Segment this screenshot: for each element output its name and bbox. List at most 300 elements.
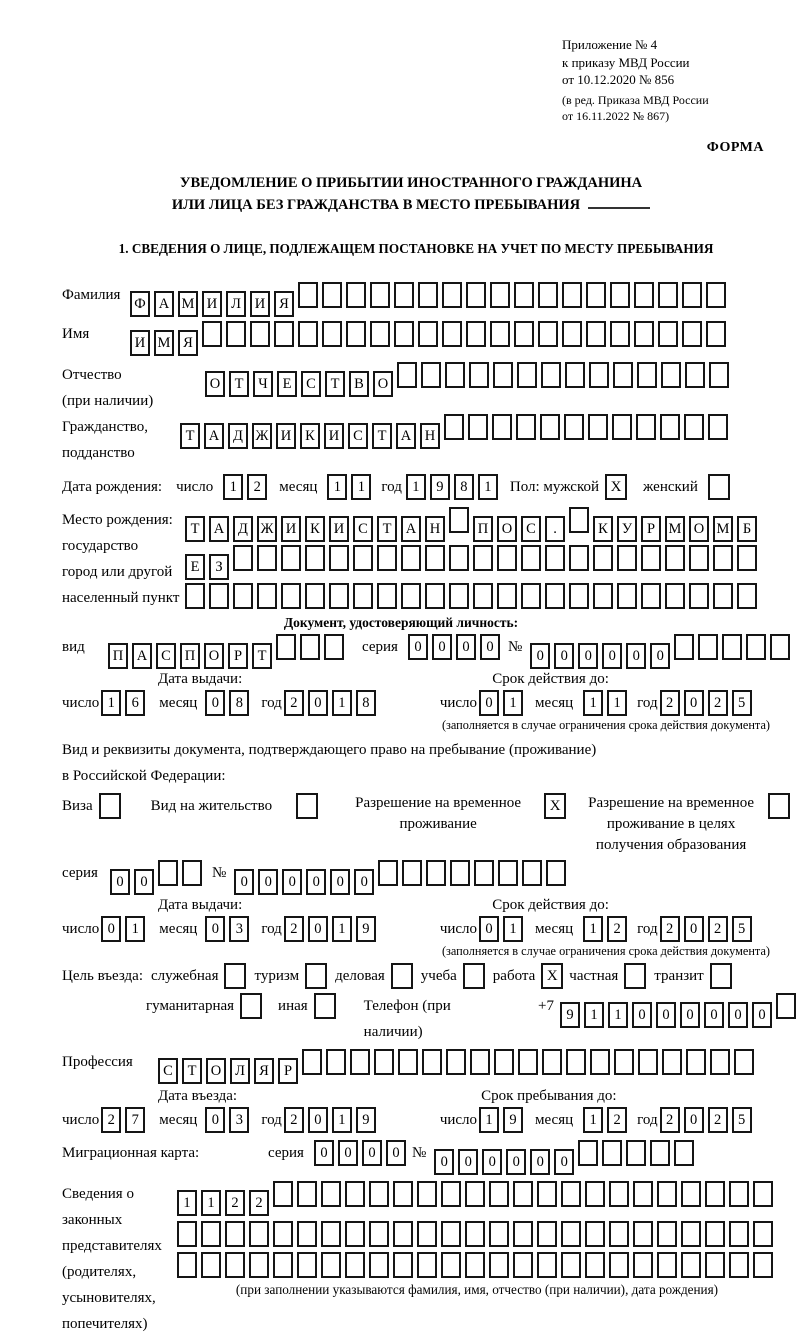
char-cell[interactable]	[350, 1049, 370, 1075]
purpose-transit-checkbox[interactable]	[710, 963, 732, 989]
char-cell[interactable]	[369, 1252, 389, 1278]
char-cell[interactable]	[637, 362, 657, 388]
char-cell[interactable]	[698, 634, 718, 660]
char-cell[interactable]: 0	[338, 1140, 358, 1166]
char-cell[interactable]	[776, 993, 796, 1019]
char-cell[interactable]	[589, 362, 609, 388]
char-cell[interactable]: 0	[479, 916, 499, 942]
char-cell[interactable]	[374, 1049, 394, 1075]
char-cell[interactable]: А	[401, 516, 421, 542]
char-cell[interactable]	[686, 1049, 706, 1075]
char-cell[interactable]: 0	[482, 1149, 502, 1175]
char-cell[interactable]	[612, 414, 632, 440]
char-cell[interactable]	[513, 1252, 533, 1278]
char-cell[interactable]: 0	[684, 1107, 704, 1133]
char-cell[interactable]	[633, 1181, 653, 1207]
char-cell[interactable]	[538, 321, 558, 347]
char-cell[interactable]	[182, 860, 202, 886]
char-cell[interactable]	[369, 1181, 389, 1207]
char-cell[interactable]: 1	[177, 1190, 197, 1216]
char-cell[interactable]: А	[209, 516, 229, 542]
char-cell[interactable]	[713, 545, 733, 571]
char-cell[interactable]: 2	[607, 916, 627, 942]
char-cell[interactable]	[474, 860, 494, 886]
char-cell[interactable]: 0	[578, 643, 598, 669]
char-cell[interactable]	[370, 321, 390, 347]
char-cell[interactable]: 0	[205, 1107, 225, 1133]
char-cell[interactable]	[345, 1181, 365, 1207]
char-cell[interactable]	[542, 1049, 562, 1075]
char-cell[interactable]: 0	[314, 1140, 334, 1166]
purpose-private-checkbox[interactable]	[624, 963, 646, 989]
char-cell[interactable]	[641, 583, 661, 609]
char-cell[interactable]: Р	[278, 1058, 298, 1084]
char-cell[interactable]	[489, 1181, 509, 1207]
char-cell[interactable]	[442, 321, 462, 347]
char-cell[interactable]: 6	[125, 690, 145, 716]
char-cell[interactable]: 2	[101, 1107, 121, 1133]
char-cell[interactable]	[498, 860, 518, 886]
char-cell[interactable]	[566, 1049, 586, 1075]
char-cell[interactable]: 1	[583, 690, 603, 716]
char-cell[interactable]: 2	[284, 690, 304, 716]
char-cell[interactable]	[202, 321, 222, 347]
purpose-humanitarian-checkbox[interactable]	[240, 993, 262, 1019]
temp-residence-education-checkbox[interactable]	[768, 793, 790, 819]
char-cell[interactable]	[449, 507, 469, 533]
char-cell[interactable]: 0	[626, 643, 646, 669]
char-cell[interactable]: 1	[479, 1107, 499, 1133]
char-cell[interactable]: 0	[684, 690, 704, 716]
char-cell[interactable]: 0	[308, 916, 328, 942]
char-cell[interactable]	[497, 583, 517, 609]
char-cell[interactable]: Т	[229, 371, 249, 397]
char-cell[interactable]	[636, 414, 656, 440]
char-cell[interactable]	[493, 362, 513, 388]
char-cell[interactable]: 0	[479, 690, 499, 716]
char-cell[interactable]	[514, 321, 534, 347]
char-cell[interactable]: О	[373, 371, 393, 397]
char-cell[interactable]: 1	[351, 474, 371, 500]
char-cell[interactable]	[665, 545, 685, 571]
char-cell[interactable]	[561, 1252, 581, 1278]
char-cell[interactable]	[249, 1252, 269, 1278]
char-cell[interactable]: П	[180, 643, 200, 669]
char-cell[interactable]	[650, 1140, 670, 1166]
char-cell[interactable]: 1	[607, 690, 627, 716]
char-cell[interactable]	[492, 414, 512, 440]
char-cell[interactable]	[298, 321, 318, 347]
char-cell[interactable]: А	[396, 423, 416, 449]
char-cell[interactable]: Л	[226, 291, 246, 317]
char-cell[interactable]: 3	[229, 1107, 249, 1133]
char-cell[interactable]: 1	[583, 916, 603, 942]
char-cell[interactable]: Е	[277, 371, 297, 397]
char-cell[interactable]: 0	[530, 1149, 550, 1175]
char-cell[interactable]: С	[301, 371, 321, 397]
char-cell[interactable]	[706, 321, 726, 347]
char-cell[interactable]: П	[108, 643, 128, 669]
char-cell[interactable]	[297, 1181, 317, 1207]
char-cell[interactable]: 3	[229, 916, 249, 942]
char-cell[interactable]: Д	[228, 423, 248, 449]
char-cell[interactable]	[449, 545, 469, 571]
char-cell[interactable]: 0	[205, 916, 225, 942]
char-cell[interactable]: И	[250, 291, 270, 317]
char-cell[interactable]	[569, 545, 589, 571]
char-cell[interactable]	[321, 1252, 341, 1278]
char-cell[interactable]	[425, 545, 445, 571]
char-cell[interactable]	[490, 321, 510, 347]
char-cell[interactable]: 0	[234, 869, 254, 895]
char-cell[interactable]	[398, 1049, 418, 1075]
char-cell[interactable]	[446, 1049, 466, 1075]
char-cell[interactable]	[466, 282, 486, 308]
char-cell[interactable]: 0	[205, 690, 225, 716]
char-cell[interactable]	[466, 321, 486, 347]
char-cell[interactable]	[638, 1049, 658, 1075]
char-cell[interactable]: 9	[503, 1107, 523, 1133]
char-cell[interactable]: 0	[110, 869, 130, 895]
char-cell[interactable]: 0	[684, 916, 704, 942]
char-cell[interactable]	[634, 282, 654, 308]
char-cell[interactable]: 8	[356, 690, 376, 716]
char-cell[interactable]: Т	[180, 423, 200, 449]
char-cell[interactable]	[633, 1252, 653, 1278]
char-cell[interactable]	[421, 362, 441, 388]
char-cell[interactable]	[586, 282, 606, 308]
char-cell[interactable]	[617, 583, 637, 609]
char-cell[interactable]	[658, 321, 678, 347]
char-cell[interactable]: 0	[704, 1002, 724, 1028]
char-cell[interactable]	[729, 1252, 749, 1278]
char-cell[interactable]	[281, 545, 301, 571]
char-cell[interactable]	[305, 545, 325, 571]
char-cell[interactable]	[565, 362, 585, 388]
char-cell[interactable]	[753, 1221, 773, 1247]
char-cell[interactable]	[185, 583, 205, 609]
char-cell[interactable]: Я	[178, 330, 198, 356]
visa-checkbox[interactable]	[99, 793, 121, 819]
char-cell[interactable]: 0	[458, 1149, 478, 1175]
char-cell[interactable]	[394, 321, 414, 347]
char-cell[interactable]	[665, 583, 685, 609]
residence-permit-checkbox[interactable]	[296, 793, 318, 819]
char-cell[interactable]	[657, 1221, 677, 1247]
char-cell[interactable]	[661, 362, 681, 388]
char-cell[interactable]	[418, 321, 438, 347]
char-cell[interactable]	[469, 362, 489, 388]
char-cell[interactable]: 0	[258, 869, 278, 895]
char-cell[interactable]: Ж	[252, 423, 272, 449]
char-cell[interactable]: 0	[330, 869, 350, 895]
char-cell[interactable]	[450, 860, 470, 886]
char-cell[interactable]	[441, 1221, 461, 1247]
char-cell[interactable]	[540, 414, 560, 440]
char-cell[interactable]: 0	[650, 643, 670, 669]
char-cell[interactable]	[257, 583, 277, 609]
char-cell[interactable]	[177, 1252, 197, 1278]
char-cell[interactable]	[537, 1181, 557, 1207]
char-cell[interactable]	[158, 860, 178, 886]
char-cell[interactable]	[497, 545, 517, 571]
char-cell[interactable]: 1	[478, 474, 498, 500]
char-cell[interactable]	[417, 1221, 437, 1247]
char-cell[interactable]: 2	[708, 1107, 728, 1133]
char-cell[interactable]	[276, 634, 296, 660]
char-cell[interactable]: О	[205, 371, 225, 397]
char-cell[interactable]	[705, 1181, 725, 1207]
purpose-other-checkbox[interactable]	[314, 993, 336, 1019]
char-cell[interactable]	[729, 1181, 749, 1207]
char-cell[interactable]	[465, 1221, 485, 1247]
char-cell[interactable]	[441, 1252, 461, 1278]
char-cell[interactable]: А	[132, 643, 152, 669]
char-cell[interactable]: К	[300, 423, 320, 449]
char-cell[interactable]: 1	[332, 916, 352, 942]
char-cell[interactable]	[377, 545, 397, 571]
char-cell[interactable]: 1	[125, 916, 145, 942]
char-cell[interactable]	[521, 583, 541, 609]
purpose-work-checkbox[interactable]: X	[541, 963, 563, 989]
char-cell[interactable]	[613, 362, 633, 388]
char-cell[interactable]	[590, 1049, 610, 1075]
char-cell[interactable]: 1	[223, 474, 243, 500]
char-cell[interactable]	[233, 545, 253, 571]
char-cell[interactable]: 0	[656, 1002, 676, 1028]
char-cell[interactable]	[465, 1181, 485, 1207]
char-cell[interactable]	[537, 1221, 557, 1247]
char-cell[interactable]	[417, 1181, 437, 1207]
char-cell[interactable]	[541, 362, 561, 388]
char-cell[interactable]	[609, 1181, 629, 1207]
char-cell[interactable]	[681, 1221, 701, 1247]
char-cell[interactable]: .	[545, 516, 565, 542]
char-cell[interactable]	[441, 1181, 461, 1207]
char-cell[interactable]: Ф	[130, 291, 150, 317]
purpose-commercial-checkbox[interactable]	[391, 963, 413, 989]
char-cell[interactable]	[470, 1049, 490, 1075]
char-cell[interactable]	[516, 414, 536, 440]
char-cell[interactable]: 9	[356, 1107, 376, 1133]
char-cell[interactable]	[561, 1221, 581, 1247]
char-cell[interactable]: 0	[602, 643, 622, 669]
char-cell[interactable]	[281, 583, 301, 609]
char-cell[interactable]: 0	[680, 1002, 700, 1028]
char-cell[interactable]	[225, 1221, 245, 1247]
char-cell[interactable]: 0	[354, 869, 374, 895]
char-cell[interactable]	[770, 634, 790, 660]
char-cell[interactable]	[546, 860, 566, 886]
char-cell[interactable]	[489, 1252, 509, 1278]
char-cell[interactable]: 0	[480, 634, 500, 660]
char-cell[interactable]	[449, 583, 469, 609]
char-cell[interactable]	[634, 321, 654, 347]
purpose-tourism-checkbox[interactable]	[305, 963, 327, 989]
char-cell[interactable]	[753, 1181, 773, 1207]
char-cell[interactable]	[273, 1181, 293, 1207]
char-cell[interactable]	[586, 321, 606, 347]
char-cell[interactable]: 0	[728, 1002, 748, 1028]
char-cell[interactable]	[538, 282, 558, 308]
char-cell[interactable]	[674, 634, 694, 660]
char-cell[interactable]	[513, 1221, 533, 1247]
char-cell[interactable]	[473, 583, 493, 609]
char-cell[interactable]: 2	[660, 1107, 680, 1133]
char-cell[interactable]: 5	[732, 1107, 752, 1133]
char-cell[interactable]	[593, 545, 613, 571]
char-cell[interactable]	[402, 860, 422, 886]
char-cell[interactable]	[326, 1049, 346, 1075]
char-cell[interactable]: Т	[185, 516, 205, 542]
char-cell[interactable]: 9	[430, 474, 450, 500]
char-cell[interactable]: Я	[254, 1058, 274, 1084]
char-cell[interactable]	[417, 1252, 437, 1278]
char-cell[interactable]	[378, 860, 398, 886]
char-cell[interactable]	[494, 1049, 514, 1075]
char-cell[interactable]	[353, 545, 373, 571]
char-cell[interactable]: И	[202, 291, 222, 317]
char-cell[interactable]: А	[154, 291, 174, 317]
char-cell[interactable]: 1	[584, 1002, 604, 1028]
char-cell[interactable]: 0	[134, 869, 154, 895]
char-cell[interactable]: 0	[408, 634, 428, 660]
char-cell[interactable]	[588, 414, 608, 440]
char-cell[interactable]: Т	[372, 423, 392, 449]
char-cell[interactable]	[545, 583, 565, 609]
char-cell[interactable]	[685, 362, 705, 388]
char-cell[interactable]	[662, 1049, 682, 1075]
char-cell[interactable]: Б	[737, 516, 757, 542]
char-cell[interactable]	[626, 1140, 646, 1166]
char-cell[interactable]: И	[130, 330, 150, 356]
char-cell[interactable]: 7	[125, 1107, 145, 1133]
char-cell[interactable]	[753, 1252, 773, 1278]
char-cell[interactable]	[657, 1252, 677, 1278]
char-cell[interactable]: 1	[406, 474, 426, 500]
char-cell[interactable]	[729, 1221, 749, 1247]
char-cell[interactable]	[545, 545, 565, 571]
char-cell[interactable]	[609, 1252, 629, 1278]
char-cell[interactable]	[250, 321, 270, 347]
char-cell[interactable]	[397, 362, 417, 388]
char-cell[interactable]	[578, 1140, 598, 1166]
char-cell[interactable]	[393, 1181, 413, 1207]
char-cell[interactable]: О	[206, 1058, 226, 1084]
char-cell[interactable]	[689, 545, 709, 571]
char-cell[interactable]: 2	[708, 916, 728, 942]
char-cell[interactable]	[564, 414, 584, 440]
char-cell[interactable]: 9	[560, 1002, 580, 1028]
char-cell[interactable]	[226, 321, 246, 347]
char-cell[interactable]: 2	[284, 1107, 304, 1133]
char-cell[interactable]	[585, 1252, 605, 1278]
char-cell[interactable]: И	[329, 516, 349, 542]
male-checkbox[interactable]: X	[605, 474, 627, 500]
char-cell[interactable]	[517, 362, 537, 388]
char-cell[interactable]: Р	[228, 643, 248, 669]
char-cell[interactable]: 2	[249, 1190, 269, 1216]
char-cell[interactable]	[345, 1252, 365, 1278]
char-cell[interactable]	[297, 1221, 317, 1247]
char-cell[interactable]	[537, 1252, 557, 1278]
char-cell[interactable]: 2	[225, 1190, 245, 1216]
char-cell[interactable]: О	[497, 516, 517, 542]
char-cell[interactable]	[209, 583, 229, 609]
char-cell[interactable]	[657, 1181, 677, 1207]
char-cell[interactable]: И	[281, 516, 301, 542]
char-cell[interactable]: С	[156, 643, 176, 669]
char-cell[interactable]: 1	[503, 690, 523, 716]
char-cell[interactable]: А	[204, 423, 224, 449]
char-cell[interactable]: 0	[282, 869, 302, 895]
female-checkbox[interactable]	[708, 474, 730, 500]
char-cell[interactable]	[273, 1252, 293, 1278]
char-cell[interactable]	[710, 1049, 730, 1075]
char-cell[interactable]	[689, 583, 709, 609]
char-cell[interactable]	[177, 1221, 197, 1247]
char-cell[interactable]	[681, 1181, 701, 1207]
char-cell[interactable]: У	[617, 516, 637, 542]
char-cell[interactable]	[473, 545, 493, 571]
char-cell[interactable]: С	[348, 423, 368, 449]
char-cell[interactable]	[561, 1181, 581, 1207]
char-cell[interactable]	[298, 282, 318, 308]
char-cell[interactable]	[569, 507, 589, 533]
char-cell[interactable]	[660, 414, 680, 440]
char-cell[interactable]	[346, 321, 366, 347]
char-cell[interactable]: 0	[386, 1140, 406, 1166]
char-cell[interactable]	[422, 1049, 442, 1075]
char-cell[interactable]	[521, 545, 541, 571]
char-cell[interactable]	[274, 321, 294, 347]
char-cell[interactable]	[705, 1221, 725, 1247]
char-cell[interactable]: Ж	[257, 516, 277, 542]
char-cell[interactable]: 0	[632, 1002, 652, 1028]
char-cell[interactable]: 0	[434, 1149, 454, 1175]
char-cell[interactable]	[658, 282, 678, 308]
char-cell[interactable]: М	[713, 516, 733, 542]
temp-residence-checkbox[interactable]: X	[544, 793, 566, 819]
char-cell[interactable]: 2	[607, 1107, 627, 1133]
char-cell[interactable]	[322, 321, 342, 347]
char-cell[interactable]: 0	[362, 1140, 382, 1166]
char-cell[interactable]	[225, 1252, 245, 1278]
char-cell[interactable]: 5	[732, 690, 752, 716]
char-cell[interactable]	[425, 583, 445, 609]
char-cell[interactable]: 1	[201, 1190, 221, 1216]
char-cell[interactable]: Л	[230, 1058, 250, 1084]
char-cell[interactable]	[345, 1221, 365, 1247]
char-cell[interactable]	[684, 414, 704, 440]
char-cell[interactable]: 1	[608, 1002, 628, 1028]
purpose-business-checkbox[interactable]	[224, 963, 246, 989]
char-cell[interactable]	[353, 583, 373, 609]
char-cell[interactable]: С	[521, 516, 541, 542]
char-cell[interactable]: М	[665, 516, 685, 542]
char-cell[interactable]	[426, 860, 446, 886]
char-cell[interactable]	[401, 545, 421, 571]
char-cell[interactable]	[562, 282, 582, 308]
char-cell[interactable]	[737, 583, 757, 609]
char-cell[interactable]: З	[209, 554, 229, 580]
char-cell[interactable]	[489, 1221, 509, 1247]
char-cell[interactable]	[562, 321, 582, 347]
purpose-study-checkbox[interactable]	[463, 963, 485, 989]
char-cell[interactable]: 0	[308, 1107, 328, 1133]
char-cell[interactable]	[610, 282, 630, 308]
char-cell[interactable]	[321, 1221, 341, 1247]
